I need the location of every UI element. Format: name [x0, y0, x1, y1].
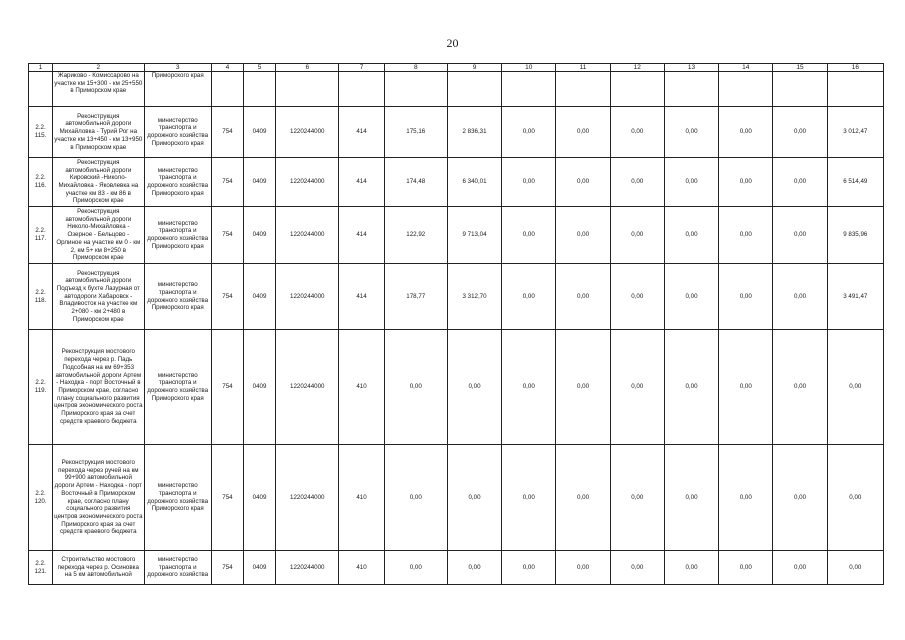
row-cell: 0,00: [502, 264, 556, 330]
row-cell: 174,48: [384, 158, 447, 207]
row-cell: 6 514,49: [827, 158, 883, 207]
row-cell: 0,00: [664, 158, 718, 207]
row-cell: [502, 72, 556, 107]
row-name: Реконструкция мостового перехода через р. Падь Подсобная на км 69+353 автомобильной дороги Артем - Находка - порт Восточный в Приморском крае, согласно плану социального развития центров экономического роста Приморского края за счет средств краевого бюджета: [53, 330, 144, 445]
header-cell: 9: [447, 64, 501, 72]
row-cell: 0409: [243, 158, 275, 207]
row-cell: 0,00: [447, 445, 501, 551]
row-cell: 0,00: [556, 551, 610, 585]
table-row: [29, 207, 884, 264]
row-cell: 1220244000: [276, 330, 339, 445]
row-cell: 0,00: [556, 207, 610, 264]
row-cell: 2 836,31: [447, 107, 501, 158]
row-responsible: министерство транспорта и дорожного хозяйства Приморского края: [144, 158, 211, 207]
row-code: 2.2. 120.: [29, 445, 53, 551]
row-code: 2.2. 115.: [29, 107, 53, 158]
row-code: 2.2. 116.: [29, 158, 53, 207]
row-cell: 9 713,04: [447, 207, 501, 264]
row-cell: 0,00: [719, 330, 773, 445]
table-row: [29, 264, 884, 330]
header-cell: 12: [610, 64, 664, 72]
row-cell: 0,00: [773, 551, 827, 585]
row-responsible: министерство транспорта и дорожного хозяйства Приморского края: [144, 445, 211, 551]
row-cell: 1220244000: [276, 264, 339, 330]
row-cell: 0,00: [556, 158, 610, 207]
row-name: Реконструкция автомобильной дороги Николо-Михайловка - Озерное - Бельцово - Орлиное на участке км 0 - км 2, км 5+ км 8+250 в Приморском крае: [53, 207, 144, 264]
row-cell: [211, 72, 243, 107]
row-cell: 0,00: [773, 330, 827, 445]
row-cell: [773, 72, 827, 107]
row-cell: 3 012,47: [827, 107, 883, 158]
row-cell: 0,00: [719, 207, 773, 264]
row-cell: [556, 72, 610, 107]
row-name: Реконструкция мостового перехода через ручей на км 99+900 автомобильной дороги Артем - Находка - порт Восточный в Приморском крае, согласно плану социального развития центров экономического роста Приморского края за счет средств краевого бюджета: [53, 445, 144, 551]
row-cell: [339, 72, 384, 107]
table-row: [29, 107, 884, 158]
row-cell: 0409: [243, 207, 275, 264]
row-cell: 0409: [243, 330, 275, 445]
row-cell: 0,00: [664, 107, 718, 158]
row-cell: 410: [339, 330, 384, 445]
row-cell: 410: [339, 445, 384, 551]
row-cell: 0,00: [664, 207, 718, 264]
row-cell: 414: [339, 264, 384, 330]
row-cell: 0,00: [610, 264, 664, 330]
row-code: [29, 72, 53, 107]
row-cell: 0,00: [502, 551, 556, 585]
row-cell: 0,00: [610, 445, 664, 551]
row-cell: [276, 72, 339, 107]
row-cell: 0409: [243, 445, 275, 551]
row-cell: 0,00: [664, 445, 718, 551]
header-cell: 2: [53, 64, 144, 72]
row-cell: 754: [211, 264, 243, 330]
header-cell: 4: [211, 64, 243, 72]
header-cell: 3: [144, 64, 211, 72]
row-cell: 0,00: [664, 551, 718, 585]
row-cell: 0409: [243, 107, 275, 158]
header-cell: 7: [339, 64, 384, 72]
row-cell: 175,16: [384, 107, 447, 158]
row-cell: 0,00: [447, 330, 501, 445]
row-cell: 0,00: [502, 207, 556, 264]
row-cell: 754: [211, 107, 243, 158]
row-cell: 414: [339, 158, 384, 207]
header-cell: 13: [664, 64, 718, 72]
row-responsible: министерство транспорта и дорожного хозяйства Приморского края: [144, 330, 211, 445]
row-name: Строительство мостового перехода через р. Осиновка на 5 км автомобильной: [53, 551, 144, 585]
row-cell: 414: [339, 207, 384, 264]
row-cell: 0,00: [664, 264, 718, 330]
row-cell: 6 340,01: [447, 158, 501, 207]
row-cell: 0,00: [719, 158, 773, 207]
header-cell: 16: [827, 64, 883, 72]
row-name: Жариково - Комиссарово на участке км 15+300 - км 25+550 в Приморском крае: [53, 72, 144, 107]
row-cell: 0,00: [556, 107, 610, 158]
row-cell: 0409: [243, 551, 275, 585]
row-cell: 1220244000: [276, 207, 339, 264]
row-cell: 0,00: [664, 330, 718, 445]
row-cell: 0,00: [610, 330, 664, 445]
row-code: 2.2. 117.: [29, 207, 53, 264]
row-cell: 754: [211, 158, 243, 207]
header-cell: 8: [384, 64, 447, 72]
row-responsible: министерство транспорта и дорожного хозяйства Приморского края: [144, 207, 211, 264]
row-cell: 0,00: [773, 445, 827, 551]
row-cell: 0,00: [384, 445, 447, 551]
row-cell: 178,77: [384, 264, 447, 330]
row-cell: 0,00: [827, 551, 883, 585]
header-cell: 11: [556, 64, 610, 72]
row-responsible: Приморского края: [144, 72, 211, 107]
row-cell: 0,00: [773, 158, 827, 207]
row-cell: [447, 72, 501, 107]
row-cell: 754: [211, 551, 243, 585]
row-cell: 1220244000: [276, 107, 339, 158]
row-cell: 0,00: [384, 330, 447, 445]
row-cell: 1220244000: [276, 445, 339, 551]
table-row: [29, 72, 884, 107]
header-cell: 15: [773, 64, 827, 72]
row-cell: 0,00: [556, 264, 610, 330]
row-responsible: министерство транспорта и дорожного хозяйства Приморского края: [144, 264, 211, 330]
row-name: Реконструкция автомобильной дороги Михайловка - Турий Рог на участке км 13+450 - км 13+950 в Приморском крае: [53, 107, 144, 158]
row-cell: 0,00: [719, 107, 773, 158]
row-cell: 754: [211, 445, 243, 551]
row-cell: 0,00: [502, 330, 556, 445]
row-cell: 0,00: [610, 551, 664, 585]
row-cell: 754: [211, 330, 243, 445]
row-cell: 0,00: [610, 158, 664, 207]
row-cell: 122,92: [384, 207, 447, 264]
row-cell: 0,00: [384, 551, 447, 585]
row-cell: 754: [211, 207, 243, 264]
row-cell: 0,00: [447, 551, 501, 585]
row-cell: [384, 72, 447, 107]
row-cell: 3 491,47: [827, 264, 883, 330]
header-cell: 10: [502, 64, 556, 72]
row-cell: 0,00: [827, 330, 883, 445]
row-responsible: министерство транспорта и дорожного хозяйства: [144, 551, 211, 585]
header-cell: 6: [276, 64, 339, 72]
row-responsible: министерство транспорта и дорожного хозяйства Приморского края: [144, 107, 211, 158]
row-cell: 0409: [243, 264, 275, 330]
row-cell: 0,00: [827, 445, 883, 551]
row-cell: 9 835,96: [827, 207, 883, 264]
row-cell: 0,00: [773, 107, 827, 158]
table-row: [29, 330, 884, 445]
row-cell: [664, 72, 718, 107]
row-cell: 1220244000: [276, 551, 339, 585]
row-cell: [719, 72, 773, 107]
row-cell: 0,00: [719, 445, 773, 551]
row-cell: 0,00: [502, 158, 556, 207]
header-cell: 1: [29, 64, 53, 72]
row-cell: 0,00: [610, 107, 664, 158]
row-cell: 1220244000: [276, 158, 339, 207]
page-number: 20: [446, 36, 459, 50]
row-cell: [243, 72, 275, 107]
table-header-row: [29, 64, 884, 72]
row-cell: 3 312,70: [447, 264, 501, 330]
budget-table: [28, 63, 884, 585]
row-cell: 0,00: [719, 551, 773, 585]
row-cell: 0,00: [556, 445, 610, 551]
row-cell: 410: [339, 551, 384, 585]
row-cell: 0,00: [502, 107, 556, 158]
table-row: [29, 158, 884, 207]
table-row: [29, 445, 884, 551]
row-cell: [827, 72, 883, 107]
header-cell: 5: [243, 64, 275, 72]
header-cell: 14: [719, 64, 773, 72]
row-cell: 0,00: [719, 264, 773, 330]
row-code: 2.2. 121.: [29, 551, 53, 585]
row-cell: 414: [339, 107, 384, 158]
row-name: Реконструкция автомобильной дороги Кировский -Николо-Михайловка - Яковлевка на участке км 83 - км 86 в Приморском крае: [53, 158, 144, 207]
row-code: 2.2. 119.: [29, 330, 53, 445]
row-code: 2.2. 118.: [29, 264, 53, 330]
row-cell: 0,00: [610, 207, 664, 264]
row-cell: 0,00: [773, 207, 827, 264]
row-cell: 0,00: [502, 445, 556, 551]
row-cell: 0,00: [556, 330, 610, 445]
table-row: [29, 551, 884, 585]
row-name: Реконструкция автомобильной дороги Подъезд к бухте Лазурная от автодороги Хабаровск - Владивосток на участке км 2+080 - км 2+480 в Приморском крае: [53, 264, 144, 330]
row-cell: 0,00: [773, 264, 827, 330]
row-cell: [610, 72, 664, 107]
